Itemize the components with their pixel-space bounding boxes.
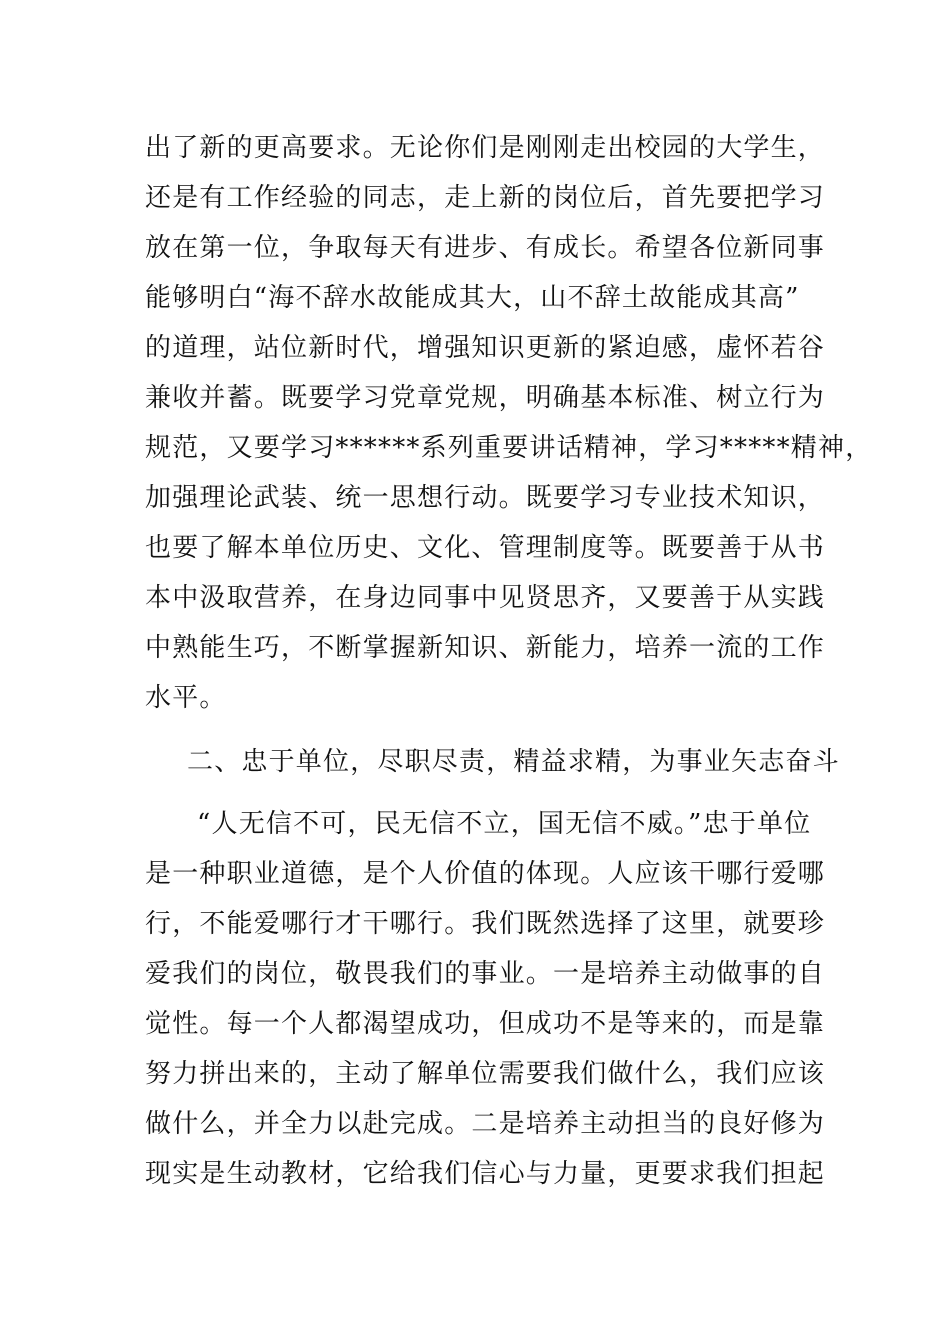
text-line: 出了新的更高要求。无论你们是刚刚走出校园的大学生， [145,133,826,163]
text-line: 现实是生动教材，它给我们信心与力量，更要求我们担起 [145,1159,826,1189]
text-line: 规范，又要学习******系列重要讲话精神，学习*****精神， [145,433,873,463]
text-line: 行，不能爱哪行才干哪行。我们既然选择了这里，就要珍 [145,909,826,939]
text-line: 努力拼出来的，主动了解单位需要我们做什么，我们应该 [145,1059,826,1089]
text-line: 还是有工作经验的同志，走上新的岗位后，首先要把学习 [145,183,826,213]
text-line: 爱我们的岗位，敬畏我们的事业。一是培养主动做事的自 [145,959,826,989]
paragraph-first-line: “人无信不可，民无信不立，国无信不威。”忠于单位 [197,809,812,839]
text-line: 也要了解本单位历史、文化、管理制度等。既要善于从书 [145,533,826,563]
section-heading: 二、忠于单位，尽职尽责，精益求精，为事业矢志奋斗 [187,747,840,777]
text-line: 是一种职业道德，是个人价值的体现。人应该干哪行爱哪 [145,859,826,889]
text-line: 水平。 [145,683,227,713]
text-line: 能够明白“海不辞水故能成其大，山不辞土故能成其高” [145,283,800,313]
text-line: 做什么，并全力以赴完成。二是培养主动担当的良好修为 [145,1109,826,1139]
text-line: 放在第一位，争取每天有进步、有成长。希望各位新同事 [145,233,826,263]
text-line: 的道理，站位新时代，增强知识更新的紧迫感，虚怀若谷 [145,333,826,363]
text-line: 兼收并蓄。既要学习党章党规，明确基本标准、树立行为 [145,383,826,413]
text-line: 觉性。每一个人都渴望成功，但成功不是等来的，而是靠 [145,1009,826,1039]
text-line: 本中汲取营养，在身边同事中见贤思齐，又要善于从实践 [145,583,826,613]
text-line: 加强理论武装、统一思想行动。既要学习专业技术知识， [145,483,826,513]
text-line: 中熟能生巧，不断掌握新知识、新能力，培养一流的工作 [145,633,826,663]
